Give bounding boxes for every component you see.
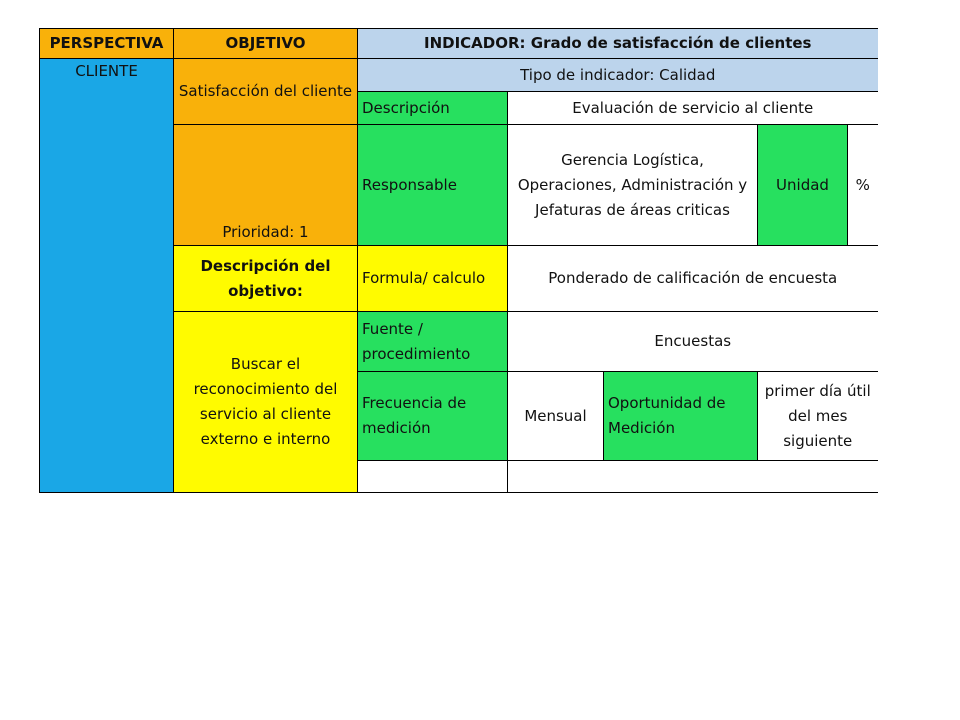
oportunidad-value: primer día útil del mes siguiente	[758, 372, 878, 461]
perspective-value: CLIENTE	[40, 59, 174, 493]
descripcion-value: Evaluación de servicio al cliente	[508, 92, 878, 125]
objective-priority: Prioridad: 1	[174, 125, 358, 246]
unidad-value: %	[848, 125, 878, 246]
indicator-table	[39, 28, 878, 493]
fuente-value: Encuestas	[508, 312, 878, 372]
objective-description-label: Descripción del objetivo:	[174, 246, 358, 312]
frecuencia-value: Mensual	[508, 372, 604, 461]
empty-cell-left	[358, 461, 508, 493]
header-indicador: INDICADOR: Grado de satisfacción de clientes	[358, 29, 878, 59]
objective-name: Satisfacción del cliente	[174, 59, 358, 125]
formula-value: Ponderado de calificación de encuesta	[508, 246, 878, 312]
header-objetivo: OBJETIVO	[174, 29, 358, 59]
formula-label: Formula/ calculo	[358, 246, 508, 312]
responsable-value: Gerencia Logística, Operaciones, Administración y Jefaturas de áreas criticas	[508, 125, 758, 246]
empty-cell-right	[508, 461, 878, 493]
frecuencia-label: Frecuencia de medición	[358, 372, 508, 461]
oportunidad-label: Oportunidad de Medición	[604, 372, 758, 461]
header-perspectiva: PERSPECTIVA	[40, 29, 174, 59]
responsable-label: Responsable	[358, 125, 508, 246]
descripcion-label: Descripción	[358, 92, 508, 125]
objective-description-text: Buscar el reconocimiento del servicio al cliente externo e interno	[174, 312, 358, 493]
unidad-label: Unidad	[758, 125, 848, 246]
indicator-type: Tipo de indicador: Calidad	[358, 59, 878, 92]
fuente-label: Fuente / procedimiento	[358, 312, 508, 372]
